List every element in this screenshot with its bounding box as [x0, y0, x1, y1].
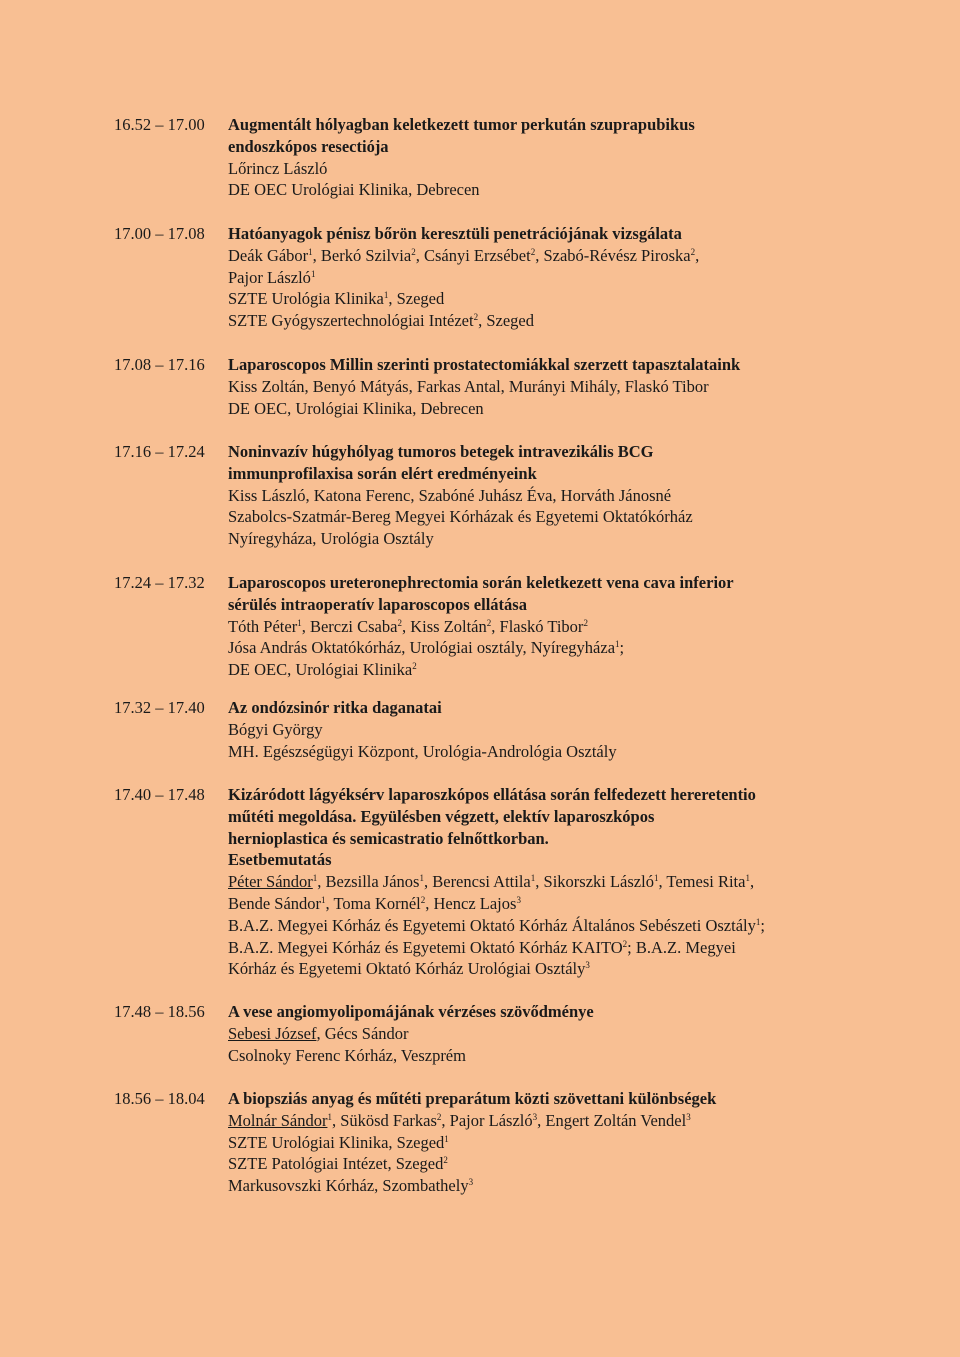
authors: Deák Gábor$^1$, Berkó Szilvia$^2$, Csányi Erzsébet$^2$, Szabó-Révész Piroska$^2$, [228, 245, 700, 265]
time-slot: 17.08 – 17.16 [114, 355, 205, 374]
talk-title: immunprofilaxisa során elért eredményeink [228, 463, 537, 483]
presenting-author: Péter Sándor [228, 872, 313, 892]
time-slot: 17.48 – 18.56 [114, 1002, 205, 1021]
institution: SZTE Gyógyszertechnológiai Intézet$^2$, Szeged [228, 311, 534, 331]
time-slot: 17.24 – 17.32 [114, 573, 205, 592]
authors: Bógyi György [228, 719, 323, 739]
entry-content [228, 697, 846, 762]
program-entry [114, 784, 854, 980]
talk-title: Noninvazív húgyhólyag tumoros betegek intravezikális BCG [228, 442, 654, 461]
talk-title: Kizáródott lágyéksérv laparoszkópos ellátása során felfedezett hereretentio [228, 785, 756, 804]
talk-title: sérülés intraoperatív laparoscopos ellátása [228, 594, 527, 614]
institution: MH. Egészségügyi Központ, Urológia-Andrológia Osztály [228, 741, 617, 761]
program-entry [114, 441, 854, 550]
talk-title: Augmentált hólyagban keletkezett tumor perkután szuprapubikus [228, 115, 695, 134]
institution: Nyíregyháza, Urológia Osztály [228, 529, 434, 549]
authors: Kiss László, Katona Ferenc, Szabóné Juhász Éva, Horváth Jánosné [228, 485, 672, 505]
institution: B.A.Z. Megyei Kórház és Egyetemi Oktató Kórház KAITO$^2$; B.A.Z. Megyei [228, 937, 736, 957]
time-slot: 17.16 – 17.24 [114, 442, 205, 461]
time-slot: 17.40 – 17.48 [114, 785, 205, 804]
program-entry [114, 697, 854, 762]
authors: Kiss Zoltán, Benyó Mátyás, Farkas Antal, Murányi Mihály, Flaskó Tibor [228, 376, 709, 396]
program-entry [114, 223, 854, 332]
institution: B.A.Z. Megyei Kórház és Egyetemi Oktató Kórház Általános Sebészeti Osztály$^1$; [228, 915, 765, 935]
program-entry [114, 1088, 854, 1197]
entry-content [228, 354, 846, 419]
institution: Kórház és Egyetemi Oktató Kórház Urológiai Osztály$^3$ [228, 959, 590, 979]
authors: Tóth Péter$^1$, Berczi Csaba$^2$, Kiss Zoltán$^2$, Flaskó Tibor$^2$ [228, 616, 588, 636]
program-entry [114, 354, 854, 419]
authors: Molnár Sándor$^1$, Sükösd Farkas$^2$, Pajor László$^3$, Engert Zoltán Vendel$^3$ [228, 1110, 691, 1130]
presenting-author: Sebesi József [228, 1023, 317, 1043]
talk-title: A vese angiomyolipomájának vérzéses szövődménye [228, 1002, 594, 1021]
time-slot: 16.52 – 17.00 [114, 115, 205, 134]
talk-title: Esetbemutatás [228, 850, 332, 870]
talk-title: Hatóanyagok pénisz bőrön keresztüli penetrációjának vizsgálata [228, 224, 682, 243]
presenting-author: Molnár Sándor [228, 1110, 328, 1130]
entry-content [228, 1001, 846, 1066]
authors: Pajor László$^1$ [228, 267, 316, 287]
program-entry [114, 114, 854, 201]
time-slot: 18.56 – 18.04 [114, 1089, 205, 1108]
talk-title: A biopsziás anyag és műtéti preparátum közti szövettani különbségek [228, 1089, 717, 1108]
institution: Jósa András Oktatókórház, Urológiai osztály, Nyíregyháza$^1$; [228, 638, 625, 658]
institution: DE OEC Urológiai Klinika, Debrecen [228, 180, 480, 200]
institution: Szabolcs-Szatmár-Bereg Megyei Kórházak és Egyetemi Oktatókórház [228, 507, 693, 527]
authors: Péter Sándor$^1$, Bezsilla János$^1$, Berencsi Attila$^1$, Sikorszki László$^1$, Temesi Rita$^1$, [228, 872, 755, 892]
entry-content [228, 223, 846, 332]
talk-title: Laparoscopos Millin szerinti prostatectomiákkal szerzett tapasztalataink [228, 355, 741, 374]
institution: SZTE Urológia Klinika$^1$, Szeged [228, 289, 445, 309]
talk-title: Az ondózsinór ritka daganatai [228, 698, 442, 717]
talk-title: műtéti megoldása. Együlésben végzett, elektív laparoszkópos [228, 806, 655, 826]
entry-content [228, 114, 846, 201]
program-entry [114, 572, 854, 681]
institution: SZTE Urológiai Klinika, Szeged$^1$ [228, 1132, 449, 1152]
authors: Lőrincz László [228, 158, 328, 178]
program-entry [114, 1001, 854, 1066]
talk-title: hernioplastica és semicastratio felnőttkorban. [228, 828, 549, 848]
authors: Bende Sándor$^1$, Toma Kornél$^2$, Hencz Lajos$^3$ [228, 893, 521, 913]
entry-content [228, 441, 846, 550]
time-slot: 17.32 – 17.40 [114, 698, 205, 717]
entry-content [228, 572, 846, 681]
institution: SZTE Patológiai Intézet, Szeged$^2$ [228, 1154, 448, 1174]
institution: DE OEC, Urológiai Klinika, Debrecen [228, 398, 484, 418]
entry-content [228, 784, 846, 980]
entry-content [228, 1088, 846, 1197]
authors: Sebesi József, Gécs Sándor [228, 1023, 409, 1043]
talk-title: endoszkópos resectiója [228, 136, 389, 156]
talk-title: Laparoscopos ureteronephrectomia során keletkezett vena cava inferior [228, 573, 734, 592]
institution: Markusovszki Kórház, Szombathely$^3$ [228, 1176, 474, 1196]
institution: Csolnoky Ferenc Kórház, Veszprém [228, 1045, 466, 1065]
institution: DE OEC, Urológiai Klinika$^2$ [228, 660, 417, 680]
time-slot: 17.00 – 17.08 [114, 224, 205, 243]
